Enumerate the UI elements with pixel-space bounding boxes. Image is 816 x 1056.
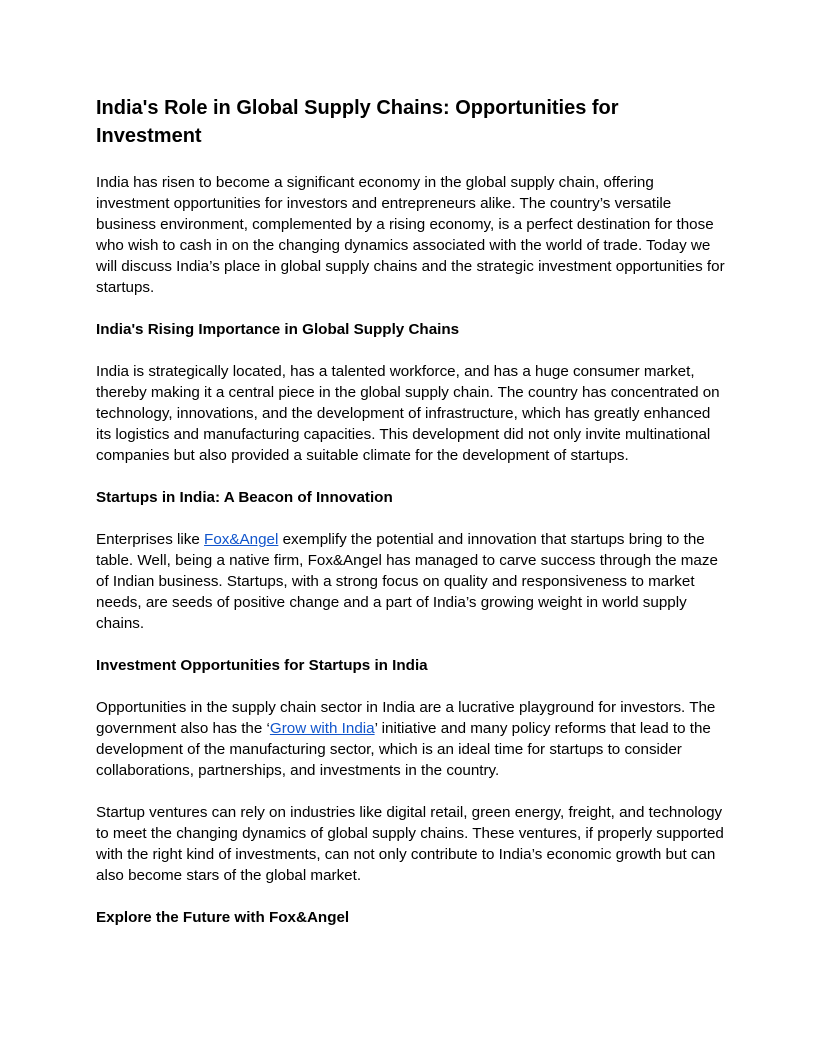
startups-text-suffix: exemplify the potential and innovation that startups bring to the table. Well, being a native firm, Fox&Angel has managed to carve success through the maze of Indian business. Startups, with a strong focus on quality and responsiveness to market needs, are seeds of positive change and a part of India’s growing weight in world supply chains. [96, 531, 718, 632]
investment-text-prefix: Opportunities in the supply chain sector in India are a lucrative playground for investors. The government also has the ‘ [96, 699, 716, 737]
investment-paragraph-2: Startup ventures can rely on industries like digital retail, green energy, freight, and technology to meet the changing dynamics of global supply chains. These ventures, if properly supported with the right kind of investments, can not only contribute to India’s economic growth but can also become stars of the global market. [96, 804, 724, 884]
document-title: India's Role in Global Supply Chains: Opportunities for Investment [96, 97, 619, 147]
fox-angel-link[interactable]: Fox&Angel [204, 531, 279, 548]
grow-with-india-link[interactable]: Grow with India [269, 720, 375, 737]
investment-paragraph-1 [96, 697, 726, 781]
investment-text-suffix: ’ initiative and many policy reforms that lead to the development of the manufacturing sector, which is an ideal time for startups to consider collaborations, partnerships, and investments in the country. [96, 720, 711, 779]
section-heading-rising-importance: India's Rising Importance in Global Supply Chains [96, 321, 460, 338]
document-page [96, 94, 726, 928]
section-heading-explore: Explore the Future with Fox&Angel [96, 909, 350, 926]
startups-paragraph [96, 529, 726, 634]
rising-importance-paragraph: India is strategically located, has a talented workforce, and has a huge consumer market, thereby making it a central piece in the global supply chain. The country has concentrated on technology, innovations, and the development of infrastructure, which has greatly enhanced its logistics and manufacturing capacities. This development did not only invite multinational companies but also provided a suitable climate for the development of startups. [96, 363, 720, 464]
section-heading-startups: Startups in India: A Beacon of Innovation [96, 489, 393, 506]
section-heading-investment: Investment Opportunities for Startups in India [96, 657, 428, 674]
intro-paragraph: India has risen to become a significant economy in the global supply chain, offering investment opportunities for investors and entrepreneurs alike. The country’s versatile business environment, complemented by a rising economy, is a perfect destination for those who wish to cash in on the changing dynamics associated with the world of trade. Today we will discuss India’s place in global supply chains and the strategic investment opportunities for startups. [96, 174, 725, 296]
startups-text-prefix: Enterprises like [96, 531, 205, 548]
